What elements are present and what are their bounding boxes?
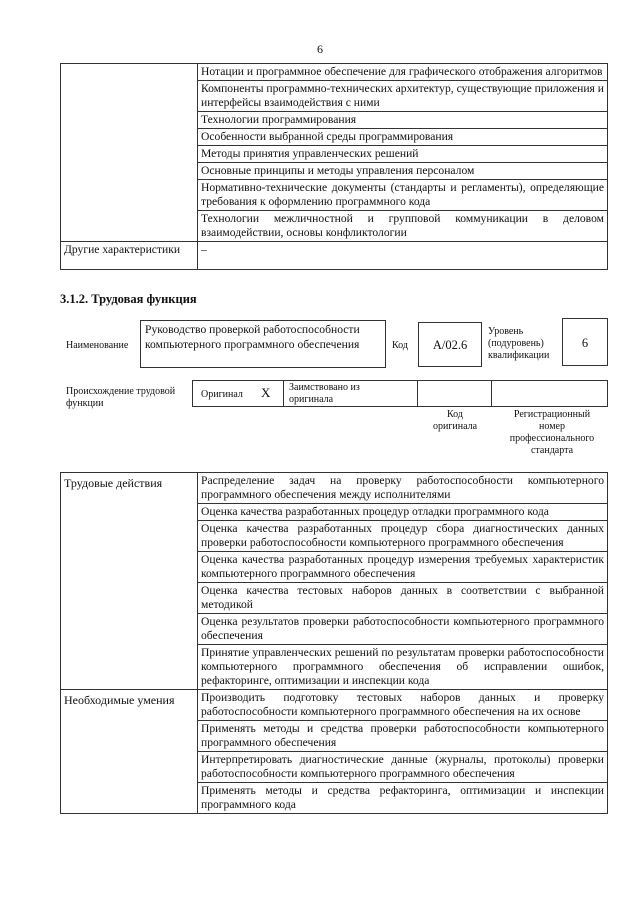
divider (283, 381, 284, 406)
name-label: Наименование (66, 340, 129, 351)
row-label-empty (61, 64, 198, 242)
labor-table (60, 472, 608, 814)
table-cell: Нормативно-технические документы (стандарты и регламенты), определяющие требования к оформлению программного кода (198, 180, 608, 211)
page-number: 6 (317, 42, 323, 56)
origin-label: Происхождение трудовой функции (66, 386, 176, 409)
labor-actions-label: Трудовые действия (61, 473, 198, 690)
code-caption: Код оригинала (432, 409, 478, 432)
level-box (562, 318, 608, 366)
code-value: А/02.6 (432, 338, 468, 352)
function-name-value: Руководство проверкой работоспособности компьютерного программного обеспечения (145, 323, 360, 351)
table-cell: Оценка качества разработанных процедур отладки программного кода (198, 504, 608, 521)
level-value: 6 (581, 336, 589, 350)
table-row (61, 64, 608, 81)
other-characteristics-value: – (198, 242, 608, 270)
divider (417, 381, 418, 406)
table-row (61, 690, 608, 721)
section-heading: 3.1.2. Трудовая функция (60, 292, 197, 306)
table-row (61, 473, 608, 504)
table-cell: Применять методы и средства проверки работоспособности компьютерного программного обеспечения (198, 721, 608, 752)
divider (491, 381, 492, 406)
skills-label: Необходимые умения (61, 690, 198, 814)
table-cell: Применять методы и средства рефакторинга, оптимизации и инспекции программного кода (198, 783, 608, 814)
function-name-box (140, 320, 386, 368)
table-row (61, 242, 608, 270)
knowledge-table (60, 63, 608, 270)
table-cell: Оценка качества тестовых наборов данных в соответствии с выбранной методикой (198, 583, 608, 614)
table-cell: Технологии межличностной и групповой коммуникации в деловом взаимодействии, основы конфликтологии (198, 211, 608, 242)
code-box (418, 322, 482, 367)
table-cell: Распределение задач на проверку работоспособности компьютерного программного обеспечения между исполнителями (198, 473, 608, 504)
table-cell: Оценка качества разработанных процедур сбора диагностических данных проверки работоспособности компьютерного программного обеспечения (198, 521, 608, 552)
reg-caption: Регистрационный номер профессионального стандарта (509, 409, 595, 456)
table-cell: Интерпретировать диагностические данные (журналы, протоколы) проверки работоспособности компьютерного программного обеспечения (198, 752, 608, 783)
table-cell: Оценка качества разработанных процедур измерения требуемых характеристик компьютерного программного обеспечения (198, 552, 608, 583)
table-cell: Основные принципы и методы управления персоналом (198, 163, 608, 180)
original-mark: X (261, 385, 271, 400)
table-cell: Принятие управленческих решений по результатам проверки работоспособности компьютерного программного обеспечения об исправлении ошибок, рефакторинге, оптимизации и инспекции кода (198, 645, 608, 690)
table-cell: Производить подготовку тестовых наборов данных и проверку работоспособности компьютерного программного обеспечения на их основе (198, 690, 608, 721)
origin-row (192, 380, 608, 407)
borrowed-label: Заимствовано из оригинала (289, 382, 360, 405)
other-characteristics-label: Другие характеристики (61, 242, 198, 270)
table-cell: Нотации и программное обеспечение для графического отображения алгоритмов (198, 64, 608, 81)
table-cell: Особенности выбранной среды программирования (198, 129, 608, 146)
table-cell: Методы принятия управленческих решений (198, 146, 608, 163)
table-cell: Компоненты программно-технических архитектур, существующие приложения и интерфейсы взаимодействия с ними (198, 81, 608, 112)
table-cell: Технологии программирования (198, 112, 608, 129)
code-label: Код (392, 340, 408, 351)
level-label: Уровень (подуровень) квалификации (488, 326, 550, 361)
original-label: Оригинал (201, 389, 243, 400)
table-cell: Оценка результатов проверки работоспособности компьютерного программного обеспечения (198, 614, 608, 645)
